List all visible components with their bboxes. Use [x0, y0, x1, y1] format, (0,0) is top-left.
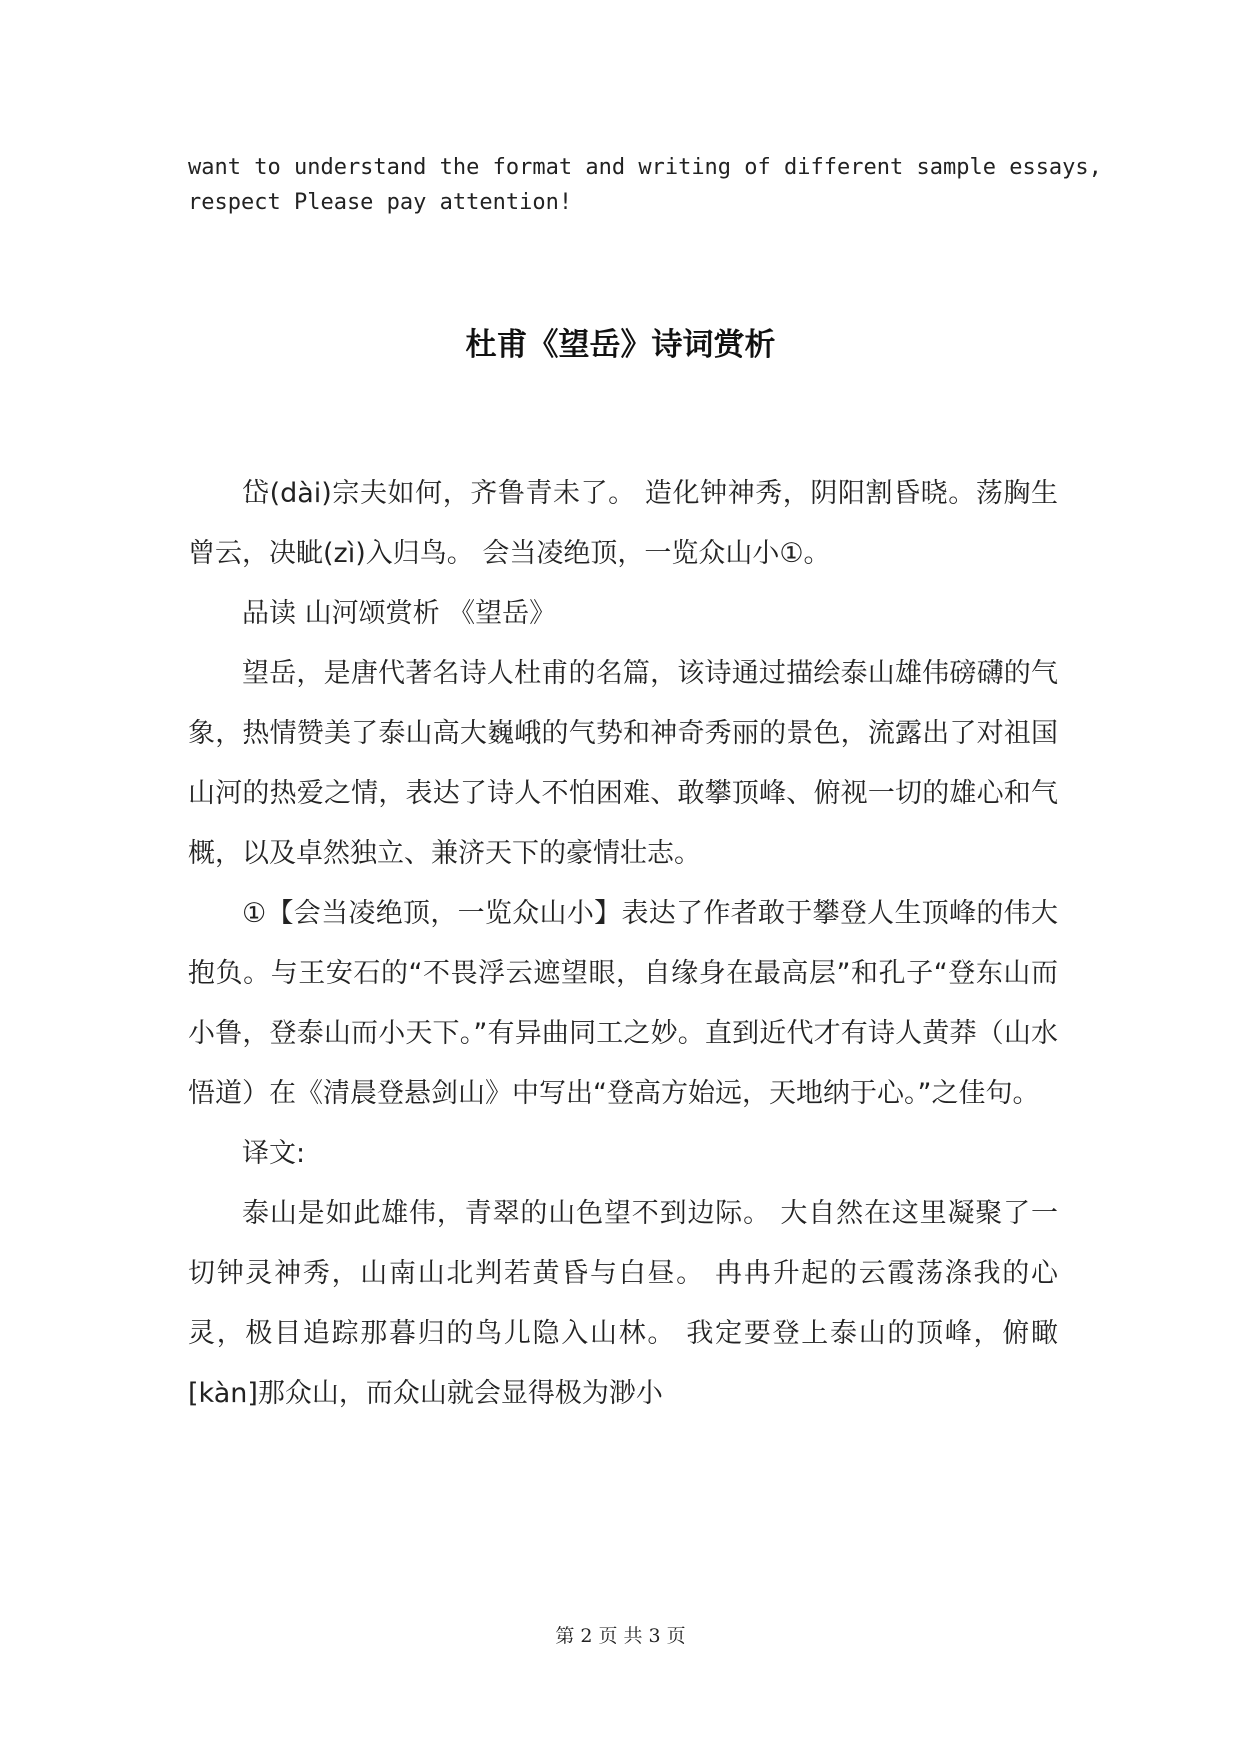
intro-line-1: want to understand the format and writing of different sample essays,: [188, 155, 1102, 180]
appreciation-paragraph: 望岳，是唐代著名诗人杜甫的名篇，该诗通过描绘泰山雄伟磅礴的气象，热情赞美了泰山高大巍峨的气势和神奇秀丽的景色，流露出了对祖国山河的热爱之情，表达了诗人不怕困难、敢攀顶峰、俯视一切的雄心和气概，以及卓然独立、兼济天下的豪情壮志。: [188, 658, 1058, 869]
article-body: [188, 464, 1058, 1424]
intro-text: [188, 150, 1102, 220]
poem-paragraph: 岱(dài)宗夫如何，齐鲁青未了。 造化钟神秀，阴阳割昏晓。荡胸生曾云，决眦(zì)入归鸟。 会当凌绝顶，一览众山小①。: [188, 478, 1058, 569]
translation-paragraph: 泰山是如此雄伟，青翠的山色望不到边际。 大自然在这里凝聚了一切钟灵神秀，山南山北判若黄昏与白昼。 冉冉升起的云霞荡涤我的心灵，极目追踪那暮归的鸟儿隐入山林。 我定要登上泰山的顶峰，俯瞰[kàn]那众山，而众山就会显得极为渺小: [188, 1198, 1058, 1409]
annotation-paragraph: ①【会当凌绝顶，一览众山小】表达了作者敢于攀登人生顶峰的伟大抱负。与王安石的“不畏浮云遮望眼，自缘身在最高层”和孔子“登东山而小鲁，登泰山而小天下。”有异曲同工之妙。直到近代才有诗人黄莽（山水悟道）在《清晨登悬剑山》中写出“登高方始远，天地纳于心。”之佳句。: [188, 898, 1058, 1109]
intro-line-2: respect Please pay attention!: [188, 190, 573, 215]
page-title: 杜甫《望岳》诗词赏析: [465, 326, 776, 363]
subheading-paragraph: 品读 山河颂赏析 《望岳》: [242, 598, 557, 629]
page-footer: 第 2 页 共 3 页: [555, 1625, 686, 1647]
translation-label: 译文:: [242, 1138, 306, 1169]
